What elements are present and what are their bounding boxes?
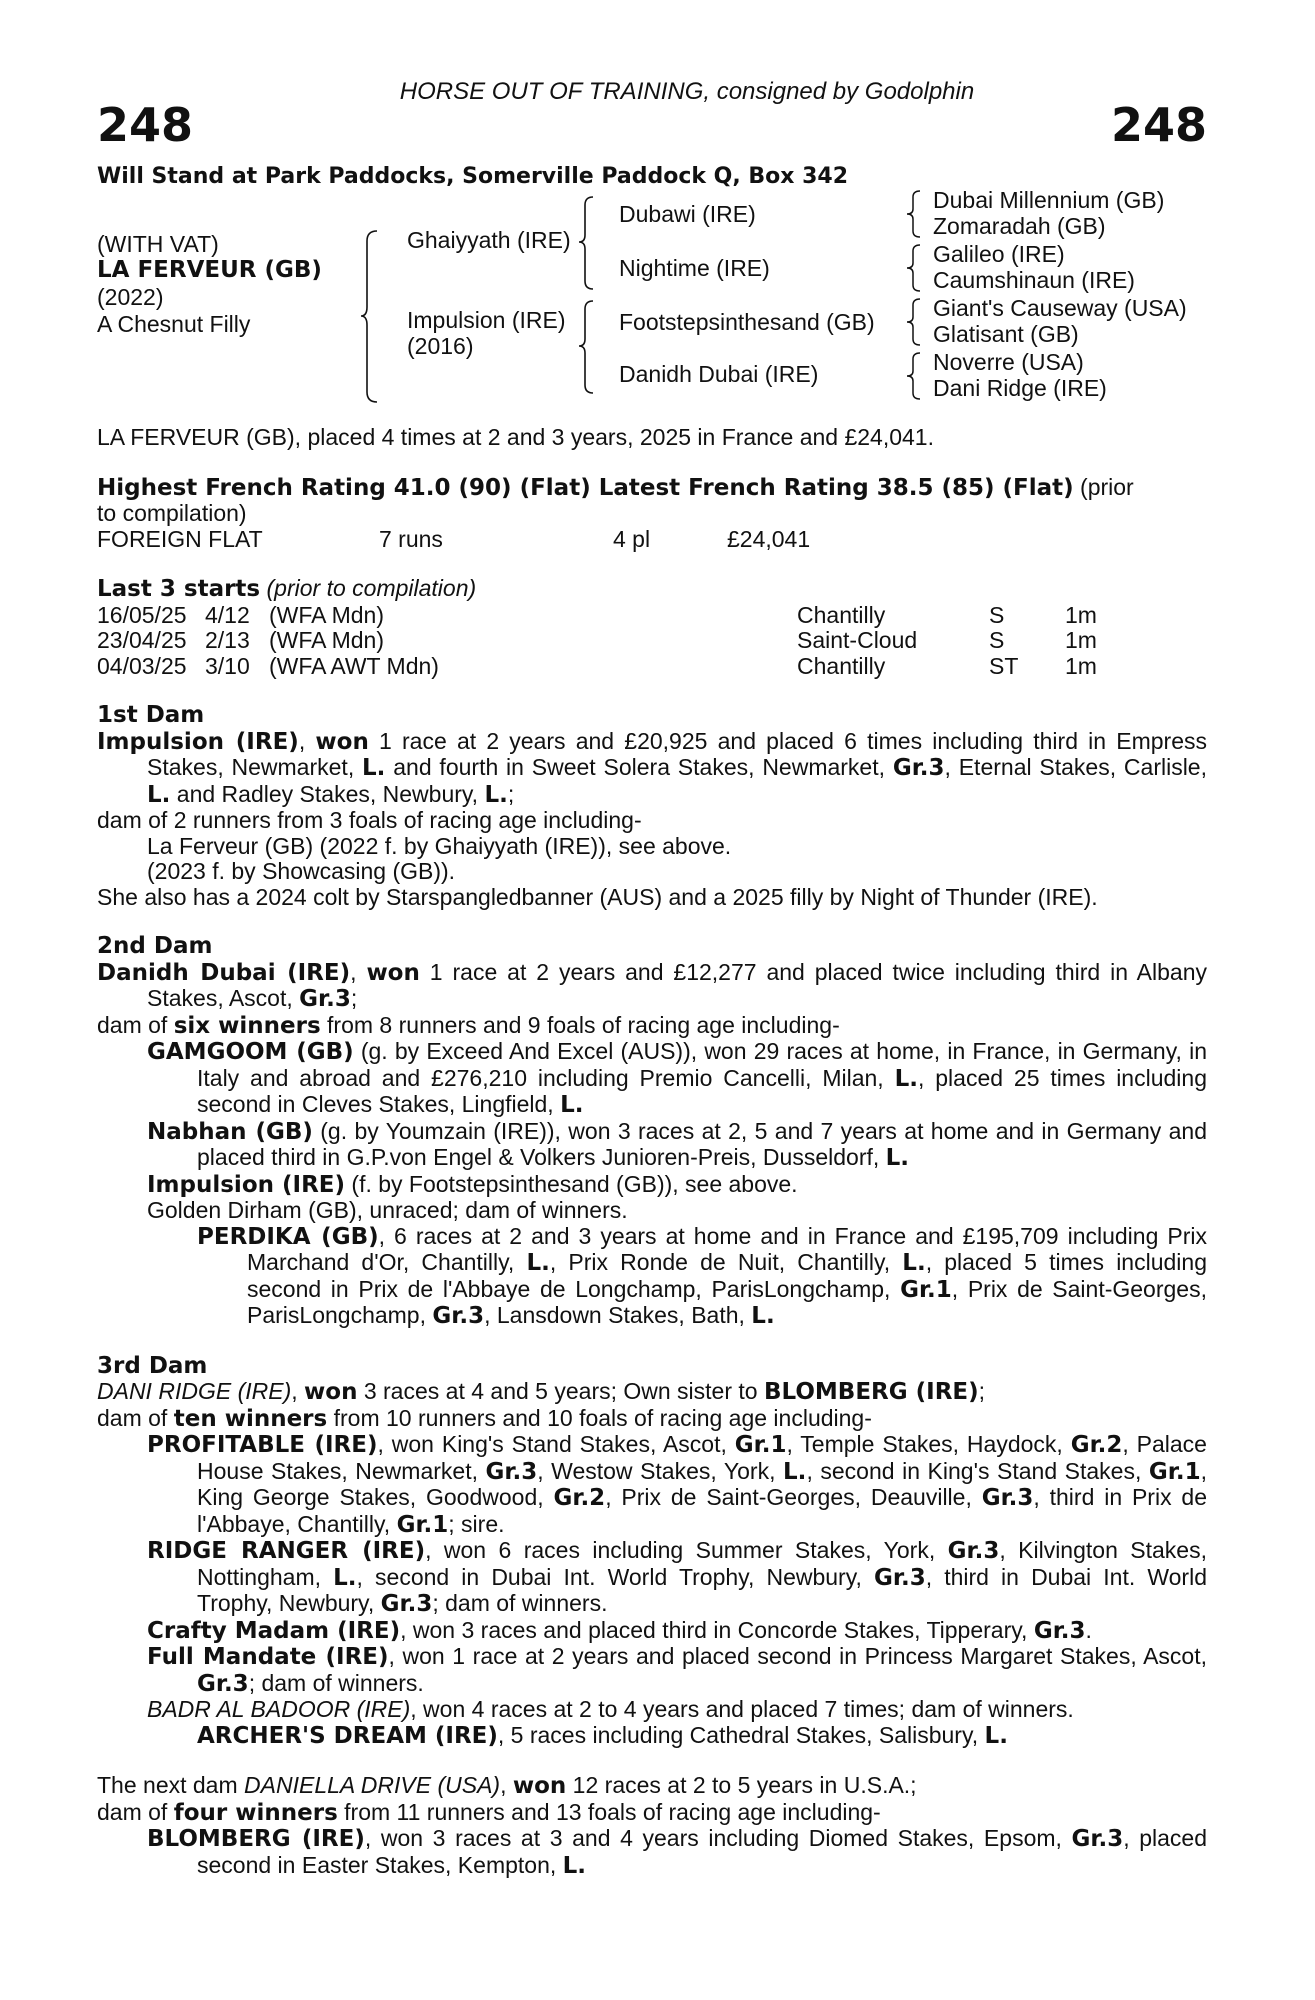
record-text: , Prix de Saint-Georges, ParisLongchamp, — [247, 1275, 1207, 1328]
record-text: ; — [507, 780, 515, 807]
group-mark: Gr.3 — [874, 1564, 926, 1591]
group-mark: Gr.1 — [734, 1432, 787, 1458]
record-text: , won 3 races at 3 and 4 years including Diomed Stakes, Epsom, — [364, 1825, 1072, 1851]
progeny-entry: Golden Dirham (GB), unraced; dam of winners. — [147, 1197, 628, 1223]
won-label: won — [304, 1379, 358, 1405]
listed-mark: L. — [362, 755, 386, 781]
ped-sds: Galileo (IRE) — [933, 241, 1065, 267]
record-text: , Lansdown Stakes, Bath, — [484, 1302, 752, 1328]
group-mark: Gr.3 — [981, 1485, 1034, 1511]
group-mark: Gr.2 — [553, 1485, 606, 1511]
pedigree-brace-dam — [577, 299, 599, 395]
group-mark: Gr.3 — [380, 1591, 433, 1617]
vat-label: (WITH VAT) — [97, 231, 219, 257]
dam-of-text: dam of — [97, 1404, 174, 1431]
foal-entry: La Ferveur (GB) (2022 f. by Ghaiyyath (IRE)), see above. — [147, 832, 732, 859]
dam-of-text: dam of — [97, 1011, 174, 1038]
dam-of-text: from 10 runners and 10 foals of racing age including- — [327, 1404, 872, 1431]
pedigree-brace-main — [359, 229, 383, 404]
sire-sire: Dubawi (IRE) — [619, 201, 756, 227]
record-text: , third in Prix de l'Abbaye, Chantilly, — [197, 1484, 1208, 1537]
progeny-name: GAMGOOM (GB) — [147, 1039, 354, 1065]
listed-mark: L. — [751, 1303, 775, 1329]
consignment-title: HORSE OUT OF TRAINING, consigned by Godolphin — [399, 78, 975, 105]
rating-note: (prior — [1080, 473, 1134, 500]
start-date: 04/03/25 — [97, 652, 187, 679]
progeny-entry — [97, 1538, 1207, 1618]
record-text: ; — [978, 1378, 986, 1404]
next-dam-section — [97, 1773, 1207, 1879]
first-dam-heading: 1st Dam — [97, 702, 205, 728]
second-dam-section — [97, 934, 1207, 1330]
record-text: , King George Stakes, Goodwood, — [197, 1457, 1207, 1510]
group-mark: Gr.3 — [1071, 1826, 1124, 1852]
progeny-entry — [97, 1039, 1207, 1119]
record-text: 3 races at 4 and 5 years; Own sister to — [357, 1378, 764, 1404]
record-text: ; dam of winners. — [432, 1590, 608, 1616]
dam-of-line: dam of 2 runners from 3 foals of racing age including- — [97, 807, 642, 833]
dam-name: DANIELLA DRIVE (USA) — [244, 1772, 501, 1798]
ratings — [97, 475, 1207, 553]
progeny-name: PROFITABLE (IRE) — [147, 1432, 378, 1458]
listed-mark: L. — [783, 1458, 807, 1485]
start-race: (WFA Mdn) — [269, 601, 385, 628]
dam-name: Danidh Dubai (IRE) — [97, 959, 351, 986]
second-dam-record: Danidh Dubai (IRE), won 1 race at 2 years and £12,277 and placed twice including third in Albany Stakes, Ascot, Gr.3; — [97, 958, 1208, 1012]
won-label: won — [315, 728, 369, 755]
foreign-flat-label: FOREIGN FLAT — [97, 525, 263, 552]
listed-mark: L. — [526, 1250, 550, 1276]
progeny-name: Full Mandate (IRE) — [147, 1644, 389, 1670]
dam-of-line — [97, 1800, 1207, 1827]
progeny-entry — [97, 1172, 1207, 1199]
group-mark: Gr.2 — [1070, 1432, 1123, 1458]
progeny-name: BLOMBERG (IRE) — [147, 1826, 365, 1852]
ped-dss: Giant's Causeway (USA) — [933, 295, 1187, 321]
progeny-entry — [97, 1644, 1207, 1697]
foreign-flat-row — [97, 527, 1207, 553]
second-dam-heading: 2nd Dam — [97, 933, 213, 959]
horse-name: LA FERVEUR (GB) — [97, 257, 322, 283]
record-text: , won 1 race at 2 years and placed second in Princess Margaret Stakes, Ascot, — [388, 1643, 1207, 1669]
start-course: Chantilly — [797, 652, 886, 679]
third-dam-record: DANI RIDGE (IRE), won 3 races at 4 and 5 years; Own sister to BLOMBERG (IRE); — [97, 1378, 986, 1405]
progeny-name: BADR AL BADOOR (IRE) — [147, 1696, 411, 1722]
brace-ss — [905, 189, 925, 239]
dam-name: Impulsion (IRE) — [97, 728, 299, 755]
foreign-flat-earnings: £24,041 — [727, 525, 811, 552]
third-dam-section — [97, 1354, 1207, 1750]
dam-sire: Footstepsinthesand (GB) — [619, 309, 875, 335]
brace-sd — [905, 243, 925, 293]
listed-mark: L. — [894, 1065, 918, 1092]
start-course: Saint-Cloud — [797, 627, 918, 653]
first-dam-section — [97, 703, 1207, 910]
first-dam-record: Impulsion (IRE), won 1 race at 2 years and £20,925 and placed 6 times including third in Empress Stakes, Newmarket, L. and fourth in Sweet Solera Stakes, Newmarket, Gr.3, Eternal Stakes, Carlisle, L. and Radley Stakes, Newbury, L.; — [97, 727, 1208, 808]
record-text: , Westow Stakes, York, — [537, 1457, 784, 1484]
record-text: ; dam of winners. — [248, 1669, 424, 1696]
lot-number-right: 248 — [1110, 98, 1207, 152]
record-text: , won King's Stand Stakes, Ascot, — [377, 1431, 735, 1457]
winners-count: four winners — [173, 1799, 338, 1826]
group-mark: Gr.1 — [900, 1276, 952, 1303]
record-text: ; — [350, 985, 358, 1011]
listed-mark: L. — [147, 781, 171, 808]
record-text: , second in King's Stand Stakes, — [806, 1457, 1149, 1484]
sire-dam: Nightime (IRE) — [619, 255, 770, 281]
ped-sdd: Caumshinaun (IRE) — [933, 267, 1135, 293]
ped-ddd: Dani Ridge (IRE) — [933, 375, 1107, 401]
last3-note: (prior to compilation) — [266, 575, 477, 601]
progeny-entry — [97, 1432, 1207, 1538]
winners-count: ten winners — [173, 1405, 328, 1432]
record-text: , won 4 races at 2 to 4 years and placed 7 times; dam of winners. — [410, 1696, 1074, 1722]
record-text: The next dam — [97, 1772, 245, 1798]
record-text: and Radley Stakes, Newbury, — [170, 780, 485, 807]
record-text: , second in Dubai Int. World Trophy, Newbury, — [356, 1563, 875, 1590]
horse-year: (2022) — [97, 284, 164, 310]
listed-mark: L. — [560, 1092, 584, 1118]
progeny-entry — [97, 1119, 1207, 1172]
rating-note-2: to compilation) — [97, 500, 247, 526]
record-text: , Temple Stakes, Haydock, — [786, 1431, 1071, 1457]
record-text: , placed 5 times including second in Prix de l'Abbaye de Longchamp, ParisLongchamp, — [247, 1249, 1207, 1302]
dam-of-line — [97, 1013, 1207, 1040]
start-position: 3/10 — [205, 652, 250, 679]
brace-dd — [905, 351, 925, 401]
record-text: , 5 races including Cathedral Stakes, Salisbury, — [497, 1721, 985, 1748]
start-date: 23/04/25 — [97, 627, 187, 653]
ped-sss: Dubai Millennium (GB) — [933, 187, 1165, 213]
start-course: Chantilly — [797, 601, 886, 628]
group-mark: Gr.3 — [485, 1458, 538, 1485]
record-text: , Prix de Saint-Georges, Deauville, — [605, 1484, 982, 1510]
start-distance: 1m — [1065, 627, 1097, 653]
start-row — [97, 603, 1207, 629]
record-text: , Eternal Stakes, Carlisle, — [944, 754, 1207, 780]
rating-line: Highest French Rating 41.0 (90) (Flat) Latest French Rating 38.5 (85) (Flat) — [97, 474, 1074, 501]
next-dam-record: The next dam DANIELLA DRIVE (USA), won 12 races at 2 to 5 years in U.S.A.; — [97, 1772, 917, 1799]
record-text: (g. by Youmzain (IRE)), won 3 races at 2, 5 and 7 years at home and in Germany and placed third in G.P.von Engel & Volkers Junioren-Preis, Dusseldorf, — [197, 1117, 1207, 1170]
progeny-entry — [97, 1826, 1207, 1879]
foreign-flat-placed: 4 pl — [613, 525, 651, 552]
catalogue-page — [97, 78, 1207, 1879]
lot-number-left: 248 — [97, 98, 194, 152]
listed-mark: L. — [333, 1564, 357, 1591]
listed-mark: L. — [562, 1852, 587, 1879]
start-race: (WFA Mdn) — [269, 627, 385, 653]
start-going: ST — [989, 652, 1019, 679]
group-mark: Gr.3 — [197, 1670, 249, 1697]
start-going: S — [989, 601, 1005, 628]
progeny-name: ARCHER'S DREAM (IRE) — [197, 1722, 498, 1749]
brace-ds — [905, 297, 925, 347]
record-text: , placed second in Easter Stakes, Kempton, — [197, 1825, 1207, 1878]
dam-year: (2016) — [407, 333, 474, 359]
group-mark: Gr.1 — [1148, 1458, 1201, 1485]
record-text: . — [1085, 1616, 1092, 1643]
record-text: 12 races at 2 to 5 years in U.S.A.; — [566, 1772, 917, 1798]
also-has-line: She also has a 2024 colt by Starspangledbanner (AUS) and a 2025 filly by Night of Thunder (IRE). — [97, 883, 1098, 910]
record-text: (g. by Exceed And Excel (AUS)), won 29 races at home, in France, in Germany, in Italy and abroad and £276,210 including Premio Cancelli, Milan, — [197, 1038, 1207, 1091]
start-distance: 1m — [1065, 601, 1097, 628]
record-text: (f. by Footstepsinthesand (GB)), see above. — [345, 1170, 798, 1197]
group-mark: Gr.3 — [299, 986, 351, 1012]
progeny-name: RIDGE RANGER (IRE) — [147, 1538, 426, 1564]
ped-dsd: Glatisant (GB) — [933, 321, 1079, 347]
won-label: won — [512, 1773, 567, 1799]
dam-of-text: dam of — [97, 1798, 174, 1825]
third-dam-heading: 3rd Dam — [97, 1352, 208, 1379]
start-row — [97, 628, 1207, 654]
start-date: 16/05/25 — [97, 601, 187, 628]
last3-heading: Last 3 starts — [97, 576, 261, 602]
group-mark: Gr.3 — [892, 755, 945, 781]
record-text: 1 race at 2 years and £20,925 and placed 6 times including third in Empress Stakes, Newmarket, — [147, 727, 1208, 780]
ped-ssd: Zomaradah (GB) — [933, 213, 1106, 239]
record-text: , Kilvington Stakes, Nottingham, — [197, 1537, 1207, 1590]
listed-mark: L. — [484, 781, 508, 808]
dam-dam: Danidh Dubai (IRE) — [619, 361, 819, 387]
dam: Impulsion (IRE) — [407, 307, 566, 333]
winners-count: six winners — [173, 1012, 321, 1039]
listed-mark: L. — [885, 1145, 910, 1171]
record-text: ; sire. — [448, 1510, 505, 1537]
start-position: 4/12 — [205, 601, 250, 628]
progeny-name: Nabhan (GB) — [147, 1118, 313, 1145]
foreign-flat-runs: 7 runs — [379, 525, 443, 552]
start-going: S — [989, 627, 1005, 653]
record-text: 1 race at 2 years and £12,277 and placed twice including third in Albany Stakes, Ascot, — [147, 958, 1208, 1011]
dam-of-line — [97, 1406, 1207, 1433]
group-mark: Gr.3 — [432, 1303, 485, 1329]
record-text: , 6 races at 2 and 3 years at home and in France and £195,709 including Prix Marchand d'Or, Chantilly, — [247, 1222, 1207, 1275]
horse-description: A Chesnut Filly — [97, 311, 251, 337]
listed-mark: L. — [902, 1250, 926, 1276]
progeny-name: PERDIKA (GB) — [197, 1223, 379, 1250]
summary: LA FERVEUR (GB), placed 4 times at 2 and 3 years, 2025 in France and £24,041. — [97, 424, 934, 450]
sire: Ghaiyyath (IRE) — [407, 227, 571, 253]
start-race: (WFA AWT Mdn) — [269, 652, 439, 679]
ped-dds: Noverre (USA) — [933, 349, 1084, 375]
start-row — [97, 654, 1207, 680]
grand-progeny-entry — [97, 1224, 1207, 1330]
listed-mark: L. — [984, 1722, 1008, 1749]
group-mark: Gr.1 — [396, 1511, 449, 1538]
last-3-starts — [97, 576, 1207, 679]
record-text: , Prix Ronde de Nuit, Chantilly, — [549, 1249, 903, 1275]
record-text: , won 6 races including Summer Stakes, York, — [425, 1537, 948, 1563]
group-mark: Gr.3 — [947, 1538, 1000, 1564]
dam-name: DANI RIDGE (IRE) — [97, 1378, 292, 1404]
record-text: , won 3 races and placed third in Concorde Stakes, Tipperary, — [400, 1616, 1034, 1643]
dam-of-text: from 11 runners and 13 foals of racing age including- — [337, 1798, 881, 1825]
stand-location: Will Stand at Park Paddocks, Somerville Paddock Q, Box 342 — [97, 164, 849, 189]
grand-progeny-entry — [97, 1723, 1207, 1750]
start-distance: 1m — [1065, 652, 1097, 679]
sibling-name: BLOMBERG (IRE) — [763, 1379, 979, 1405]
record-text: , placed 25 times including second in Cleves Stakes, Lingfield, — [197, 1064, 1207, 1117]
record-text: and fourth in Sweet Solera Stakes, Newmarket, — [385, 754, 893, 780]
won-label: won — [366, 959, 420, 986]
record-text: , Palace House Stakes, Newmarket, — [197, 1431, 1207, 1484]
progeny-name: Impulsion (IRE) — [147, 1171, 346, 1198]
dam-of-text: from 8 runners and 9 foals of racing age including- — [320, 1011, 840, 1038]
progeny-entry — [97, 1618, 1207, 1645]
start-position: 2/13 — [205, 627, 250, 653]
lot-number-row — [97, 98, 1207, 162]
pedigree-brace-sire — [577, 195, 599, 291]
foal-entry: (2023 f. by Showcasing (GB)). — [147, 858, 456, 884]
record-text: , third in Dubai Int. World Trophy, Newbury, — [197, 1563, 1207, 1616]
progeny-entry — [97, 1697, 1207, 1723]
progeny-name: Crafty Madam (IRE) — [147, 1617, 401, 1644]
pedigree-table — [97, 189, 1207, 407]
group-mark: Gr.3 — [1033, 1617, 1086, 1644]
